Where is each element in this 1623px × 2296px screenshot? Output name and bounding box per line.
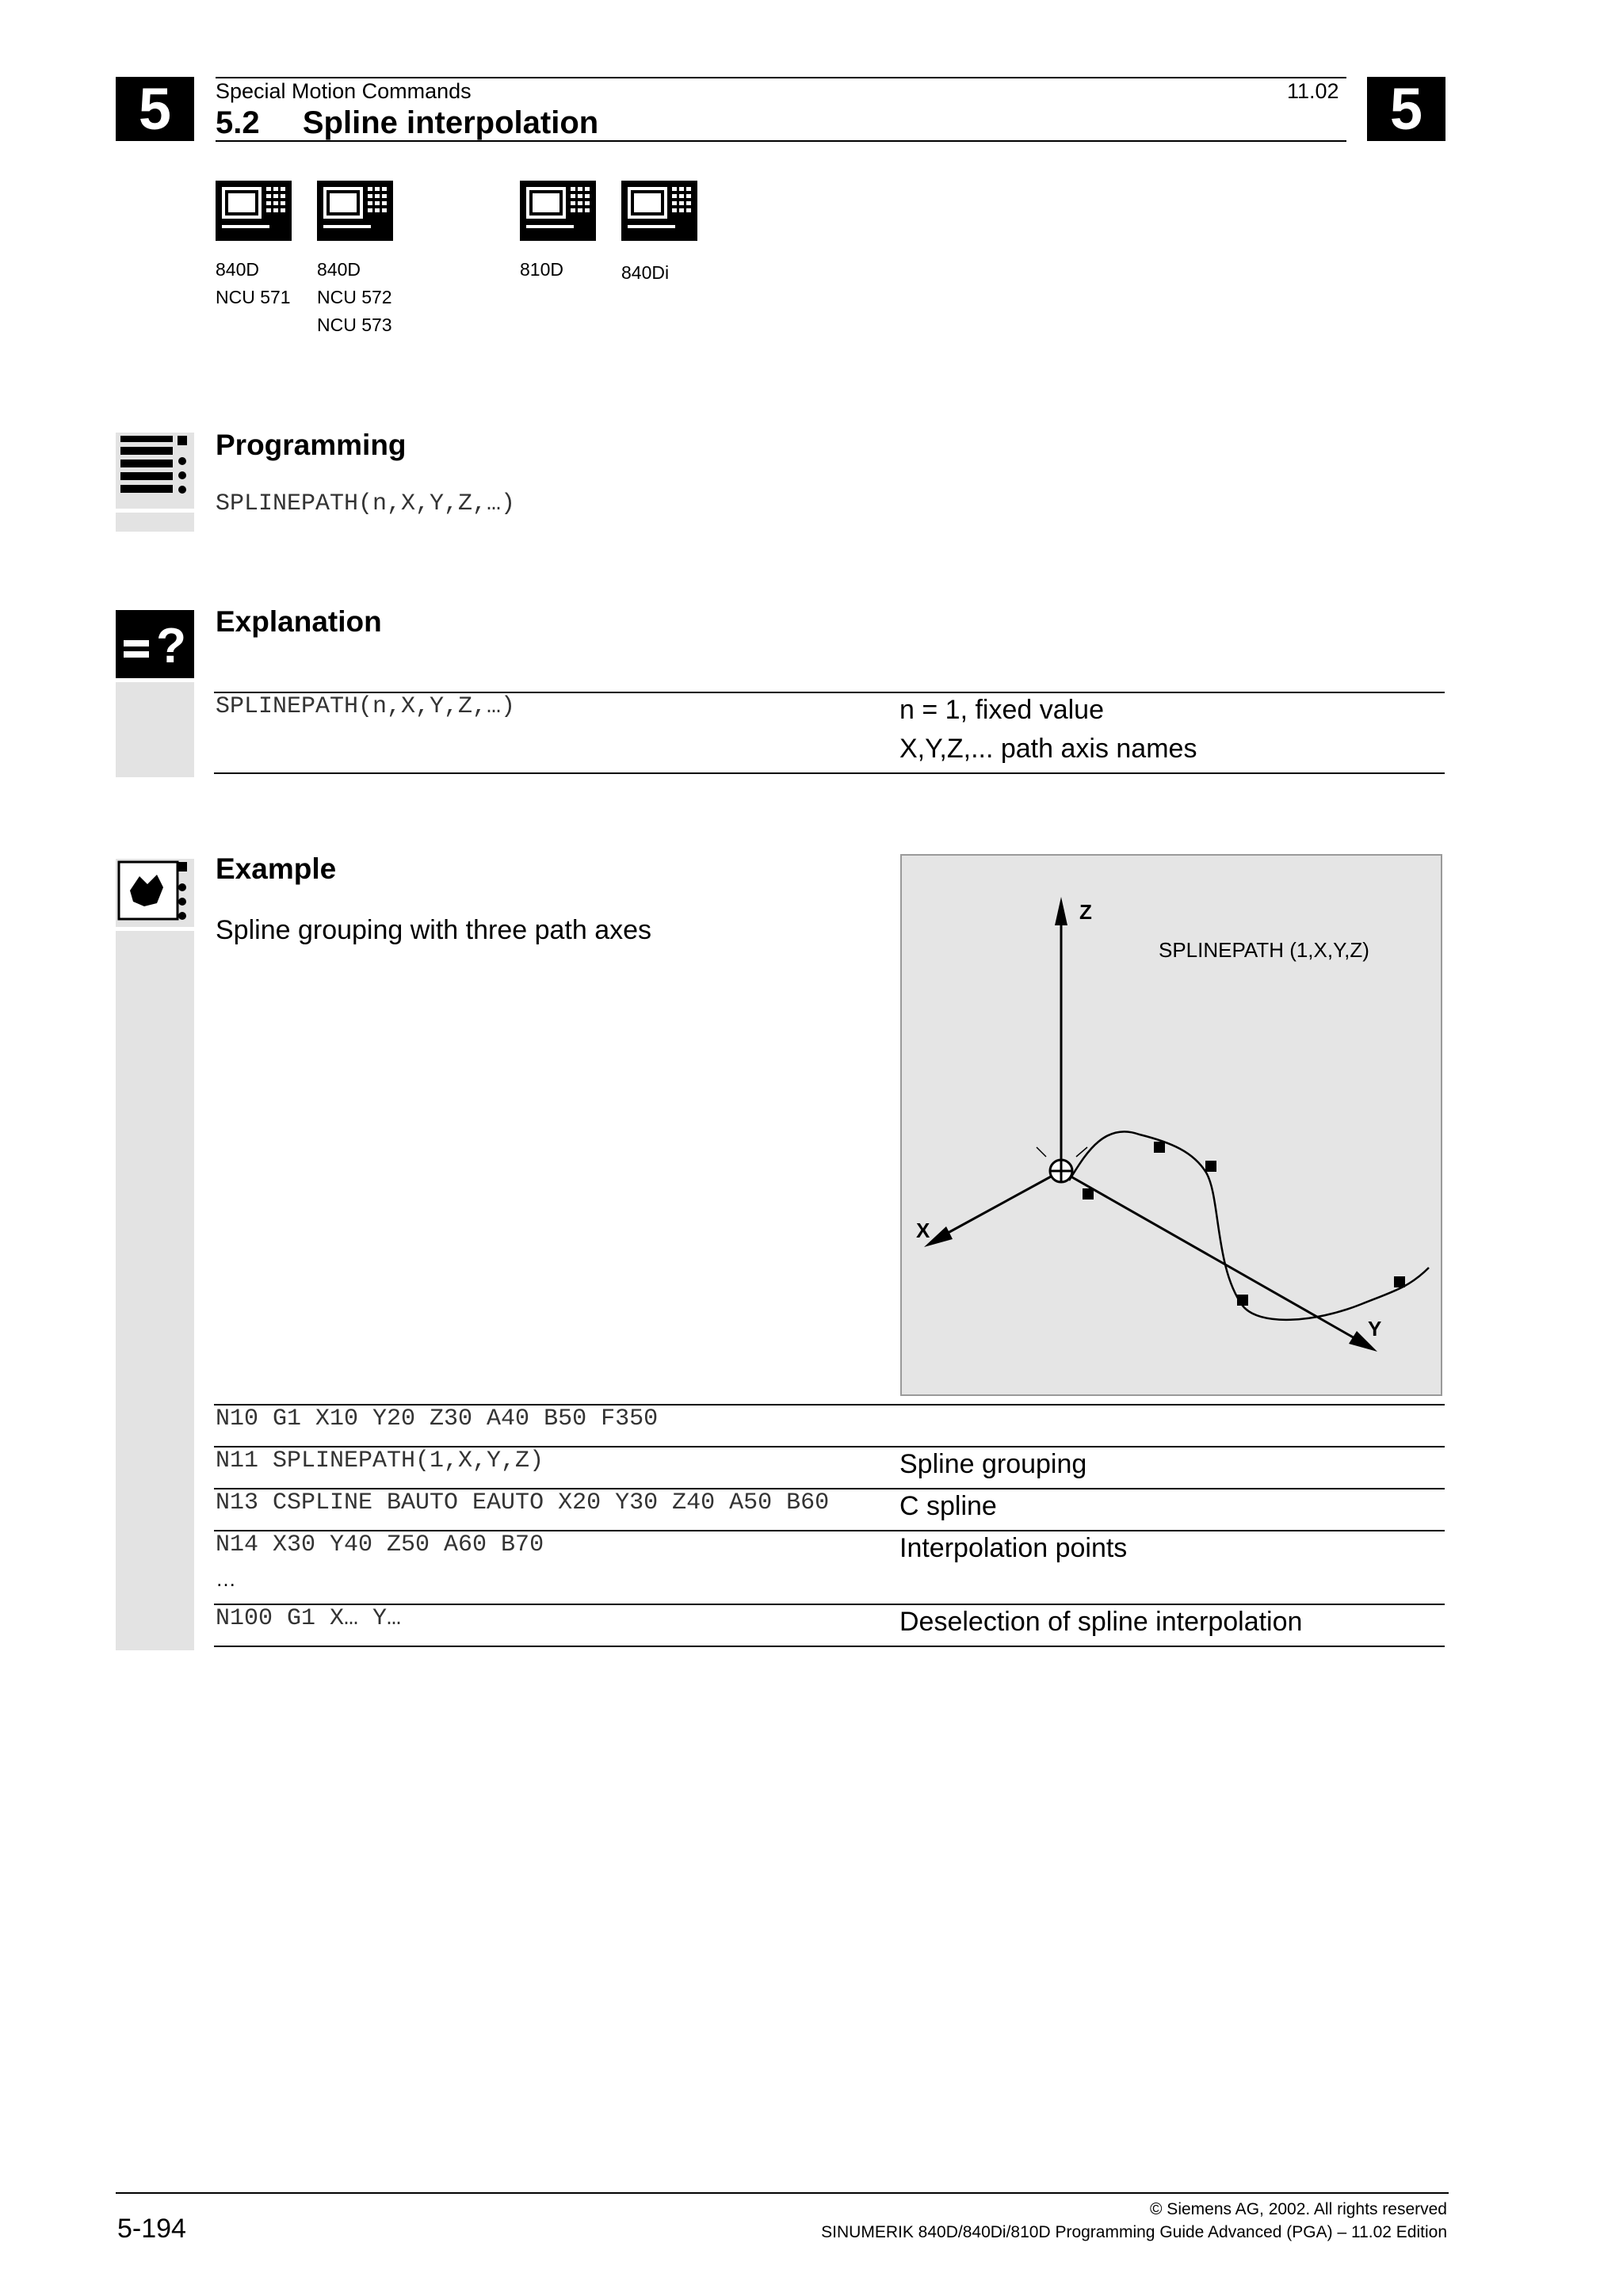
chapter-tab-right (1367, 77, 1445, 141)
controller-name: 810D (520, 259, 563, 280)
code-comment: C spline (899, 1491, 997, 1521)
control-panel-icon (520, 181, 596, 241)
z-axis-arrow (1055, 897, 1067, 925)
interpolation-point (1394, 1276, 1405, 1287)
controller-ncu: NCU 572 (317, 287, 392, 307)
x-axis-line (934, 1171, 1061, 1241)
section-heading (216, 105, 598, 141)
code-ellipsis: … (216, 1567, 236, 1591)
code-line: N13 CSPLINE BAUTO EAUTO X20 Y30 Z40 A50 B60 (216, 1489, 830, 1516)
example-margin (116, 859, 194, 1646)
programming-margin (116, 433, 194, 528)
example-icon (116, 859, 194, 927)
code-comment: Deselection of spline interpolation (899, 1607, 1303, 1637)
controller-name: 840D (317, 259, 361, 280)
interpolation-point (1154, 1142, 1165, 1153)
interpolation-point (1237, 1295, 1248, 1306)
chapter-number-left: 5 (138, 76, 172, 142)
code-line: N100 G1 X… Y… (216, 1605, 402, 1632)
explanation-margin (116, 610, 194, 773)
example-description: Spline grouping with three path axes (216, 915, 652, 945)
controller-840d-ncu571 (216, 181, 292, 311)
programming-title: Programming (216, 429, 407, 461)
explanation-desc-1: n = 1, fixed value (899, 695, 1105, 725)
code-comment: Spline grouping (899, 1449, 1087, 1479)
explanation-bottom-rule (214, 772, 1445, 774)
interpolation-point (1205, 1161, 1216, 1172)
edition-label: 11.02 (1287, 79, 1339, 103)
controller-840d-ncu572 (317, 181, 393, 339)
example-title: Example (216, 852, 337, 885)
z-axis-label: Z (1079, 900, 1092, 924)
y-axis-label: Y (1368, 1317, 1382, 1341)
explanation-icon (116, 610, 194, 678)
header-bottom-rule (216, 140, 1346, 142)
controller-name: 840Di (621, 262, 670, 283)
chapter-number-right: 5 (1389, 76, 1423, 142)
control-panel-icon (621, 181, 697, 241)
diagram-label: SPLINEPATH (1,X,Y,Z) (1159, 938, 1369, 962)
header-top-rule (216, 77, 1346, 78)
programming-list-icon (116, 433, 194, 509)
svg-text:?: ? (156, 619, 186, 673)
chapter-tab-left (116, 77, 194, 141)
code-line: N14 X30 Y40 Z50 A60 B70 (216, 1531, 544, 1558)
programming-syntax: SPLINEPATH(n,X,Y,Z,…) (216, 490, 516, 517)
section-title: Spline interpolation (302, 105, 599, 140)
controller-ncu-alt: NCU 573 (317, 315, 392, 335)
code-line: N11 SPLINEPATH(1,X,Y,Z) (216, 1447, 544, 1474)
controller-810d (520, 181, 596, 284)
footer-copyright: © Siemens AG, 2002. All rights reserved (1150, 2200, 1447, 2218)
code-comment: Interpolation points (899, 1533, 1128, 1563)
control-panel-icon (216, 181, 292, 241)
controller-840di (621, 181, 697, 287)
spline-curve (1069, 1131, 1429, 1320)
section-number: 5.2 (216, 105, 260, 140)
explanation-command: SPLINEPATH(n,X,Y,Z,…) (216, 693, 516, 720)
control-panel-icon (317, 181, 393, 241)
controller-name: 840D (216, 259, 259, 280)
x-axis-label: X (916, 1219, 930, 1242)
footer-rule (116, 2192, 1449, 2194)
code-line: N10 G1 X10 Y20 Z30 A40 B50 F350 (216, 1405, 659, 1432)
spline-diagram-drawing (902, 856, 1441, 1394)
footer-title: SINUMERIK 840D/840Di/810D Programming Guide Advanced (PGA) – 11.02 Edition (821, 2223, 1447, 2241)
explanation-desc-2: X,Y,Z,... path axis names (899, 734, 1197, 764)
spline-diagram (900, 854, 1442, 1396)
explanation-title: Explanation (216, 605, 382, 638)
chapter-title: Special Motion Commands (216, 79, 472, 103)
example-rule-5 (214, 1646, 1445, 1647)
interpolation-point (1083, 1188, 1094, 1199)
page-number: 5-194 (117, 2214, 186, 2244)
controller-ncu: NCU 571 (216, 287, 291, 307)
